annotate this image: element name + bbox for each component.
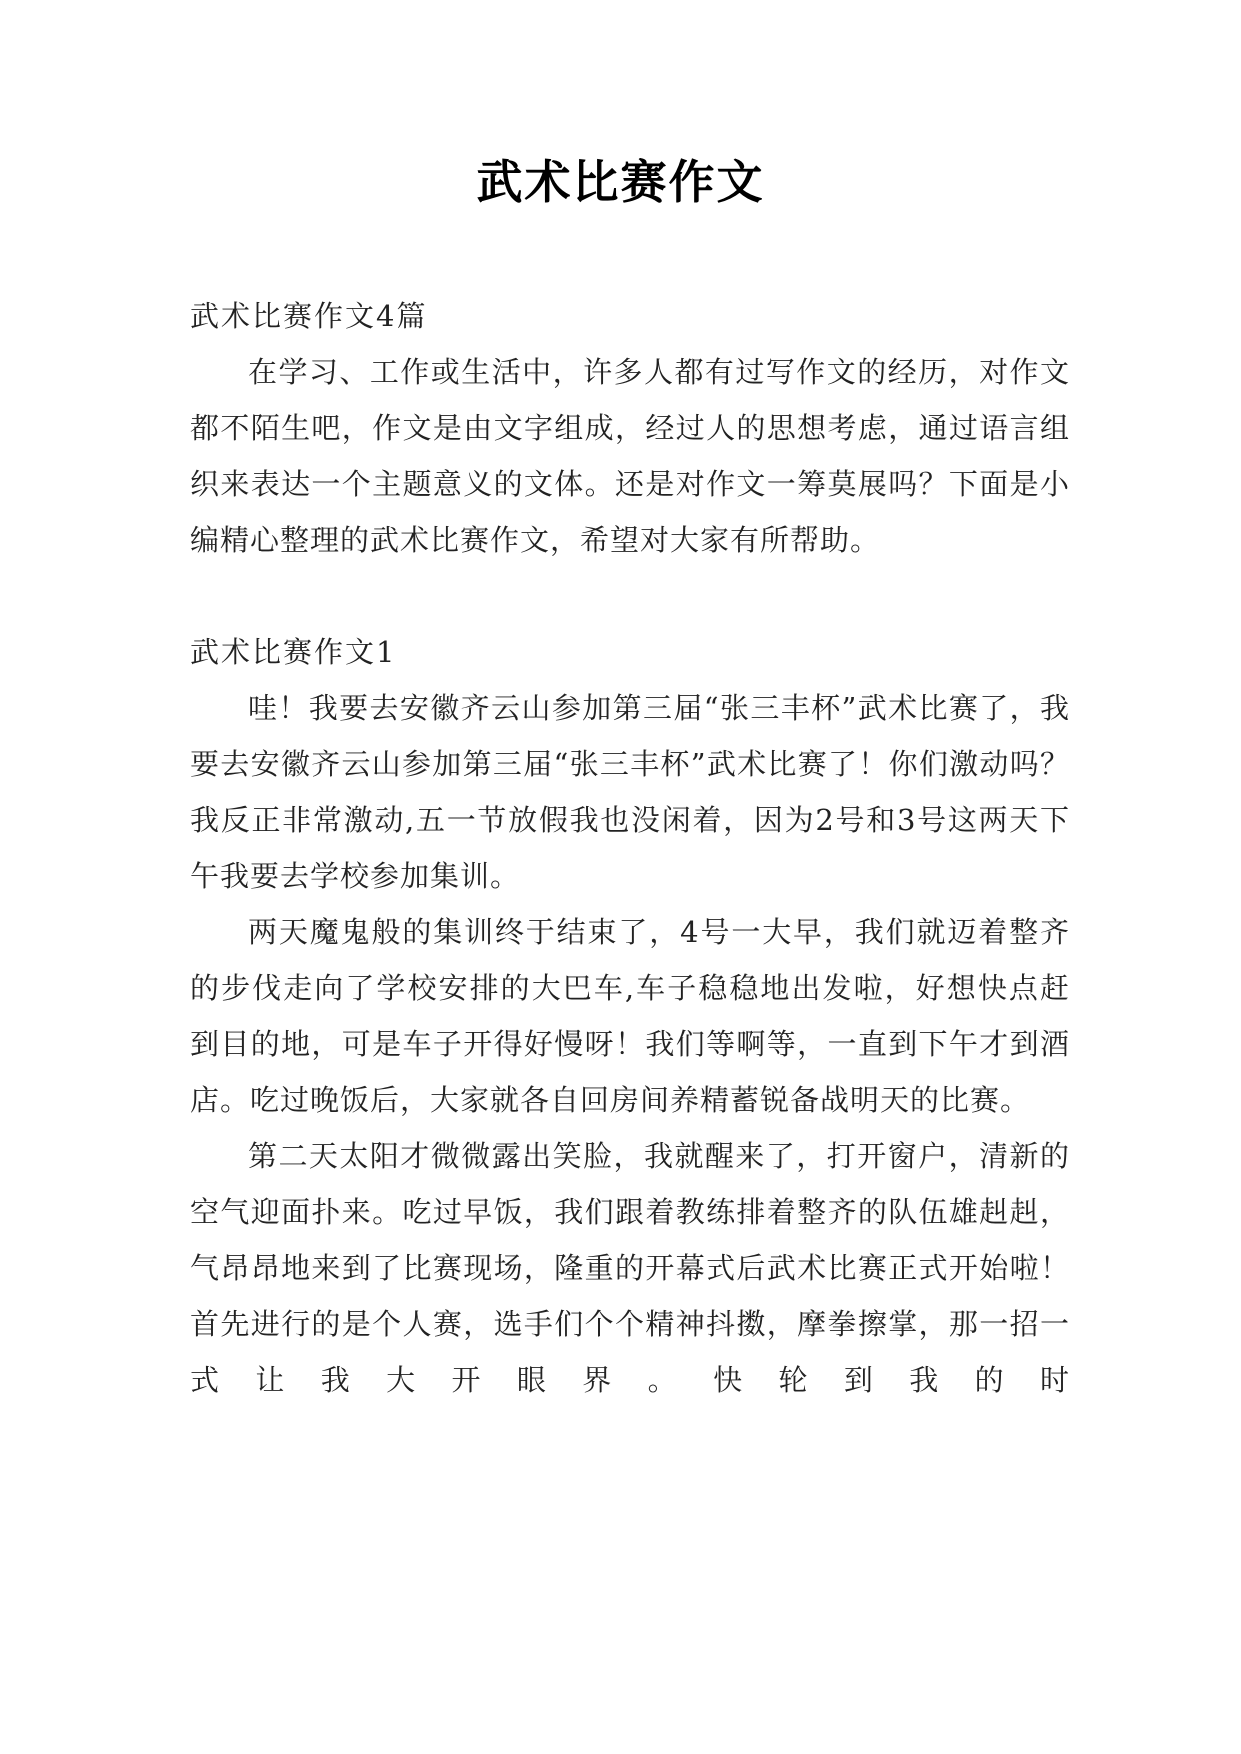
section-heading: 武术比赛作文1 xyxy=(190,635,397,669)
document-body xyxy=(190,288,1070,1408)
intro-paragraph: 在学习、工作或生活中，许多人都有过写作文的经历，对作文都不陌生吧，作文是由文字组成，经过人的思想考虑，通过语言组织来表达一个主题意义的文体。还是对作文一筹莫展吗？下面是小编精心整理的武术比赛作文，希望对大家有所帮助。 xyxy=(190,355,1070,557)
section-paragraph: 第二天太阳才微微露出笑脸，我就醒来了，打开窗户，清新的空气迎面扑来。吃过早饭，我们跟着教练排着整齐的队伍雄赳赳，气昂昂地来到了比赛现场，隆重的开幕式后武术比赛正式开始啦！首先进行的是个人赛，选手们个个精神抖擞，摩拳擦掌，那一招一式让我大开眼界。快轮到我的时 xyxy=(190,1139,1070,1397)
section-gap xyxy=(190,568,1070,624)
section-paragraph: 哇！我要去安徽齐云山参加第三届“张三丰杯”武术比赛了，我要去安徽齐云山参加第三届“张三丰杯”武术比赛了！你们激动吗？我反正非常激动,五一节放假我也没闲着，因为2号和3号这两天下午我要去学校参加集训。 xyxy=(190,691,1070,893)
document-subtitle: 武术比赛作文4篇 xyxy=(190,299,428,333)
document-title: 武术比赛作文 xyxy=(476,155,765,209)
section-paragraph: 两天魔鬼般的集训终于结束了，4号一大早，我们就迈着整齐的步伐走向了学校安排的大巴车,车子稳稳地出发啦，好想快点赶到目的地，可是车子开得好慢呀！我们等啊等，一直到下午才到酒店。吃过晚饭后，大家就各自回房间养精蓄锐备战明天的比赛。 xyxy=(190,915,1070,1117)
